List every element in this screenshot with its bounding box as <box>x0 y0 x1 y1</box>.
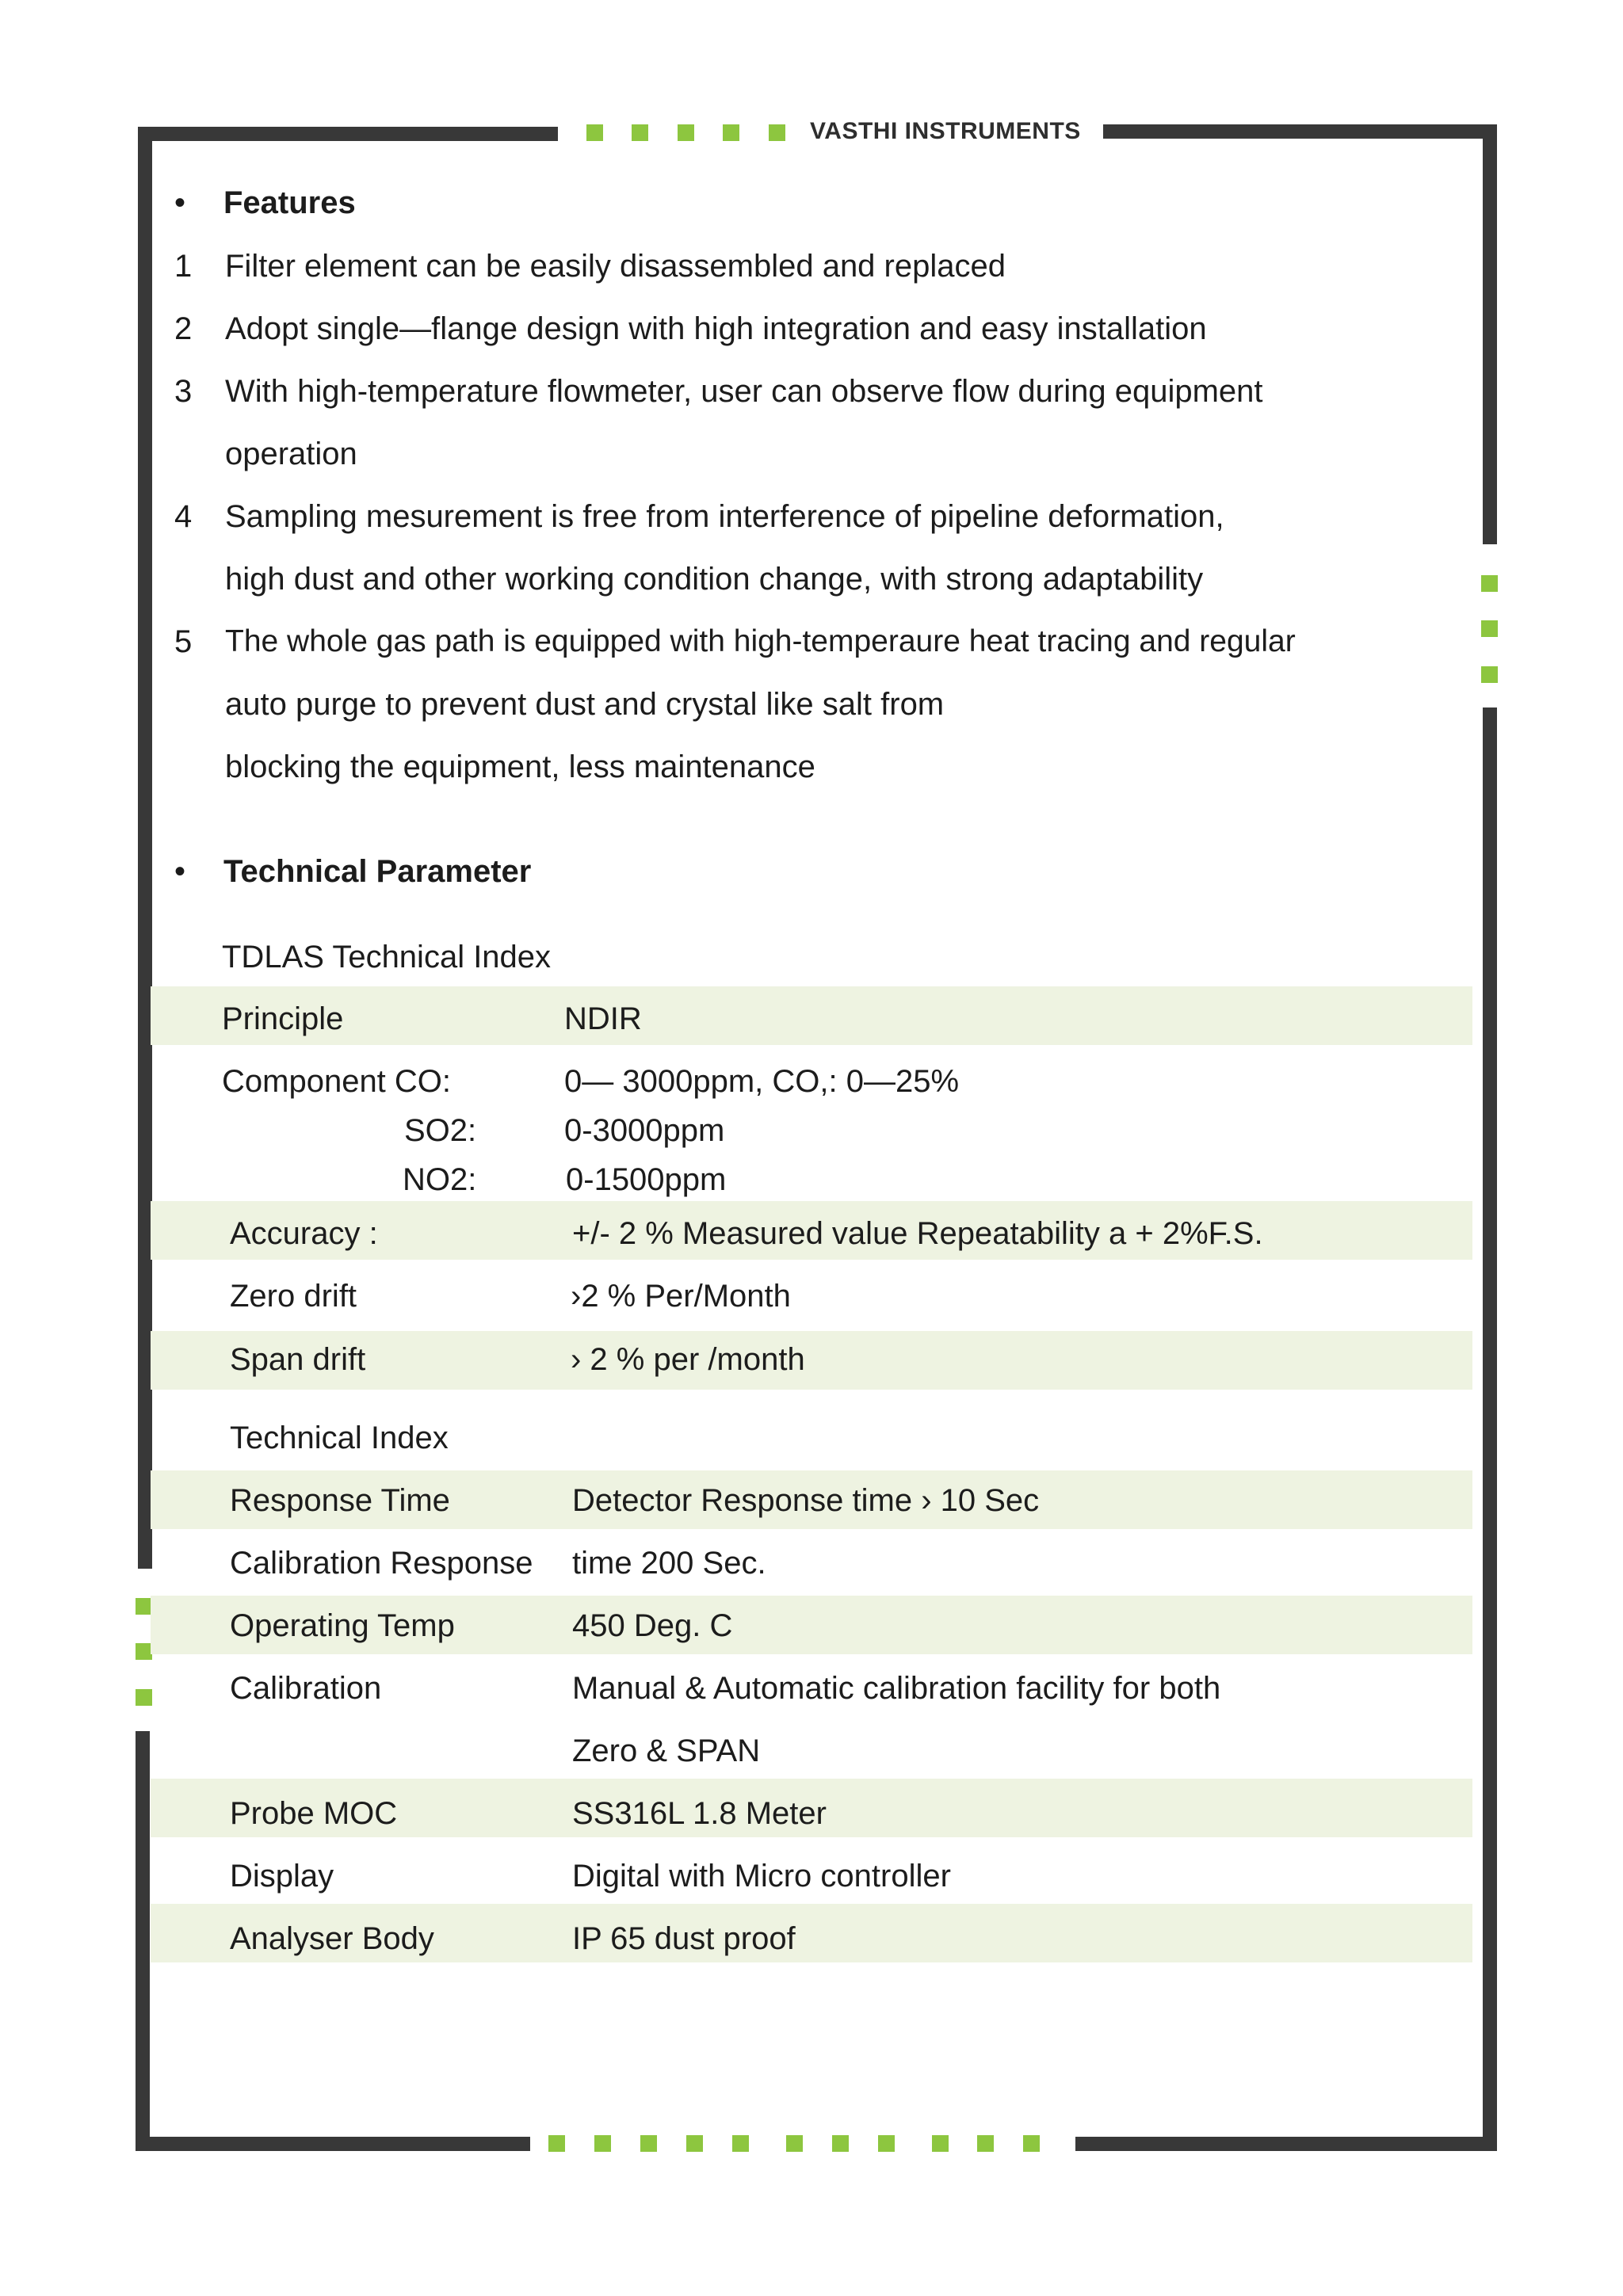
accent-square <box>586 124 603 141</box>
param-value: › 2 % per /month <box>571 1342 805 1377</box>
frame-bottom-right <box>1075 2137 1497 2151</box>
param-label: SO2: <box>404 1113 477 1148</box>
feature-text: blocking the equipment, less maintenance <box>225 749 815 784</box>
param-value: NDIR <box>564 1001 642 1036</box>
feature-number: 1 <box>174 249 193 284</box>
param-label: NO2: <box>403 1162 477 1197</box>
frame-right-lower <box>1483 707 1497 2151</box>
accent-square <box>686 2135 703 2152</box>
param-value: Digital with Micro controller <box>572 1859 951 1894</box>
feature-text: Sampling mesurement is free from interference of pipeline deformation, <box>225 499 1224 534</box>
accent-square <box>1023 2135 1040 2152</box>
param-label: Operating Temp <box>230 1608 455 1643</box>
param-label: Analyser Body <box>230 1921 434 1956</box>
accent-square <box>632 124 648 141</box>
accent-square <box>1481 666 1498 683</box>
accent-square <box>136 1598 152 1615</box>
param-value: SS316L 1.8 Meter <box>572 1796 827 1831</box>
feature-text: With high-temperature flowmeter, user can observe flow during equipment <box>225 374 1263 409</box>
param-label: Principle <box>222 1001 344 1036</box>
technical-index-title: Technical Index <box>230 1421 449 1455</box>
param-value: IP 65 dust proof <box>572 1921 796 1956</box>
accent-square <box>1481 620 1498 637</box>
param-label: Calibration <box>230 1671 382 1706</box>
param-label: Display <box>230 1859 334 1894</box>
feature-text: operation <box>225 437 357 471</box>
accent-square <box>786 2135 803 2152</box>
param-label: Response Time <box>230 1483 450 1518</box>
param-label: Probe MOC <box>230 1796 398 1831</box>
accent-square <box>932 2135 949 2152</box>
param-label: Calibration Response <box>230 1546 533 1581</box>
feature-text: high dust and other working condition change, with strong adaptability <box>225 562 1204 597</box>
param-value: 0— 3000ppm, CO,: 0—25% <box>564 1064 960 1099</box>
accent-square <box>594 2135 611 2152</box>
accent-square <box>732 2135 749 2152</box>
accent-square <box>136 1643 152 1660</box>
param-value: Detector Response time › 10 Sec <box>572 1483 1040 1518</box>
frame-left-lower <box>136 1731 150 2151</box>
param-value: Zero & SPAN <box>572 1733 761 1768</box>
technical-heading: Technical Parameter <box>223 854 532 889</box>
accent-square <box>136 1689 152 1706</box>
accent-square <box>769 124 785 141</box>
accent-square <box>878 2135 895 2152</box>
accent-square <box>640 2135 657 2152</box>
param-value: 450 Deg. C <box>572 1608 733 1643</box>
param-value: +/- 2 % Measured value Repeatability a + 2%F.S. <box>572 1216 1263 1251</box>
param-value: Manual & Automatic calibration facility for both <box>572 1671 1221 1706</box>
features-heading: Features <box>223 185 356 220</box>
param-label: Span drift <box>230 1342 366 1377</box>
accent-square <box>678 124 694 141</box>
frame-top-right <box>1103 124 1497 139</box>
feature-text: The whole gas path is equipped with high-temperaure heat tracing and regular <box>225 624 1296 658</box>
accent-square <box>548 2135 565 2152</box>
row-band <box>151 986 1472 1045</box>
frame-right-upper <box>1483 124 1497 544</box>
param-label: Component CO: <box>222 1064 452 1099</box>
bullet-icon: • <box>174 854 186 889</box>
bullet-icon: • <box>174 185 186 220</box>
param-label: Accuracy : <box>230 1216 378 1251</box>
feature-number: 4 <box>174 499 193 534</box>
frame-bottom-left <box>136 2137 530 2151</box>
frame-top-left <box>138 127 558 141</box>
accent-square <box>1481 575 1498 592</box>
brand-name: VASTHI INSTRUMENTS <box>810 118 1081 144</box>
param-value: 0-1500ppm <box>566 1162 727 1197</box>
feature-number: 2 <box>174 311 193 346</box>
accent-square <box>977 2135 994 2152</box>
accent-square <box>832 2135 849 2152</box>
feature-text: auto purge to prevent dust and crystal like salt from <box>225 687 945 722</box>
param-value: time 200 Sec. <box>572 1546 766 1581</box>
param-label: Zero drift <box>230 1279 357 1314</box>
param-value: 0-3000ppm <box>564 1113 725 1148</box>
feature-text: Adopt single—flange design with high integration and easy installation <box>225 311 1207 346</box>
param-value: ›2 % Per/Month <box>571 1279 791 1314</box>
feature-number: 3 <box>174 374 193 409</box>
feature-number: 5 <box>174 624 193 659</box>
feature-text: Filter element can be easily disassembled and replaced <box>225 249 1006 284</box>
accent-square <box>723 124 739 141</box>
tdlas-title: TDLAS Technical Index <box>222 940 552 974</box>
